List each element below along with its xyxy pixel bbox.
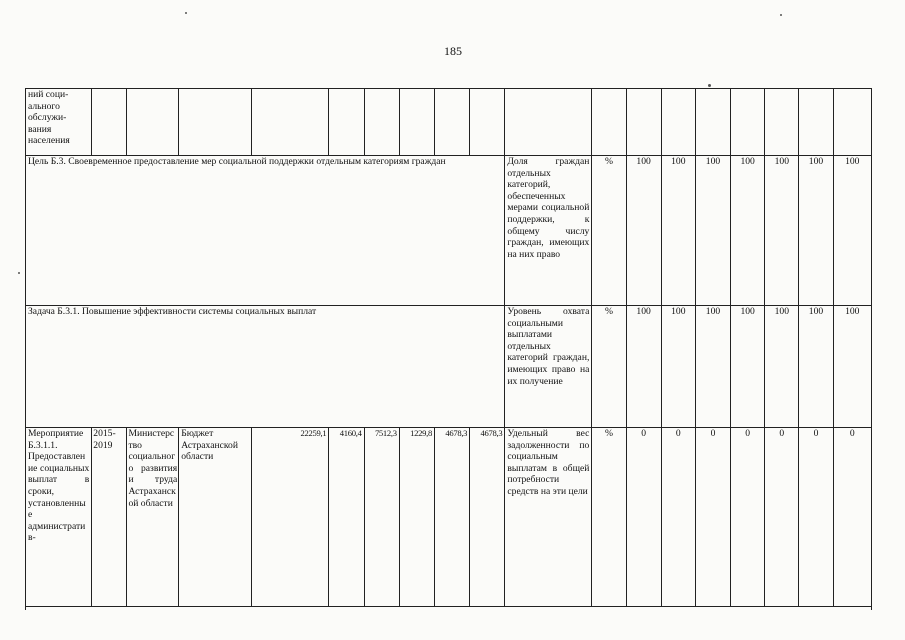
measure-indicator: Удельный вес задолженности по социальным выплатам в общей потребности средств на эти цели <box>505 428 592 607</box>
measure-year-amount: 4678,3 <box>470 428 505 607</box>
table-row-measure <box>26 428 872 607</box>
scan-speck <box>780 14 782 16</box>
task-unit: % <box>592 306 626 428</box>
measure-unit: % <box>592 428 626 607</box>
measure-value: 0 <box>661 428 695 607</box>
table-row-carryover <box>26 89 872 156</box>
measure-name-continued: ний соци- ального обслужи- вания населения <box>26 89 92 156</box>
goal-value: 100 <box>626 156 661 306</box>
measure-year-amount: 4160,4 <box>329 428 364 607</box>
task-value: 100 <box>661 306 695 428</box>
task-title: Задача Б.3.1. Повышение эффективности системы социальных выплат <box>26 306 505 428</box>
task-value: 100 <box>731 306 765 428</box>
program-table-sheet <box>25 88 872 610</box>
task-value: 100 <box>799 306 833 428</box>
measure-value: 0 <box>833 428 871 607</box>
goal-value: 100 <box>799 156 833 306</box>
scan-speck <box>185 12 187 14</box>
goal-value: 100 <box>661 156 695 306</box>
task-indicator: Уровень охвата социальными выплатами отдельных категорий граждан, имеющих право на их получение <box>505 306 592 428</box>
task-value: 100 <box>695 306 730 428</box>
goal-value: 100 <box>765 156 799 306</box>
goal-value: 100 <box>731 156 765 306</box>
goal-value: 100 <box>833 156 871 306</box>
table-row-goal <box>26 156 872 306</box>
task-value: 100 <box>833 306 871 428</box>
measure-name: Мероприятие Б.3.1.1. Предоставление социальных выплат в сроки, установленные административ- <box>26 428 92 607</box>
measure-total: 22259,1 <box>251 428 329 607</box>
task-value: 100 <box>626 306 661 428</box>
goal-value: 100 <box>695 156 730 306</box>
goal-title: Цель Б.3. Своевременное предоставление мер социальной поддержки отдельным категориям граждан <box>26 156 505 306</box>
measure-value: 0 <box>765 428 799 607</box>
scan-speck <box>18 272 20 274</box>
measure-value: 0 <box>626 428 661 607</box>
measure-value: 0 <box>731 428 765 607</box>
measure-value: 0 <box>695 428 730 607</box>
goal-indicator: Доля граждан отдельных категорий, обеспеченных мерами социальной поддержки, к общему числу граждан, имеющих на них право <box>505 156 592 306</box>
measure-year-amount: 1229,8 <box>399 428 434 607</box>
measure-value: 0 <box>799 428 833 607</box>
measure-year-amount: 4678,3 <box>434 428 469 607</box>
page-number: 185 <box>444 44 462 58</box>
measure-period: 2015-2019 <box>92 428 127 607</box>
table-row-task <box>26 306 872 428</box>
measure-funding-source: Бюджет Астраханской области <box>179 428 251 607</box>
task-value: 100 <box>765 306 799 428</box>
measure-year-amount: 7512,3 <box>364 428 399 607</box>
measure-executor: Министерство социального развития и труда Астраханской области <box>127 428 179 607</box>
goal-unit: % <box>592 156 626 306</box>
program-table <box>25 88 872 607</box>
scan-speck <box>708 84 711 87</box>
